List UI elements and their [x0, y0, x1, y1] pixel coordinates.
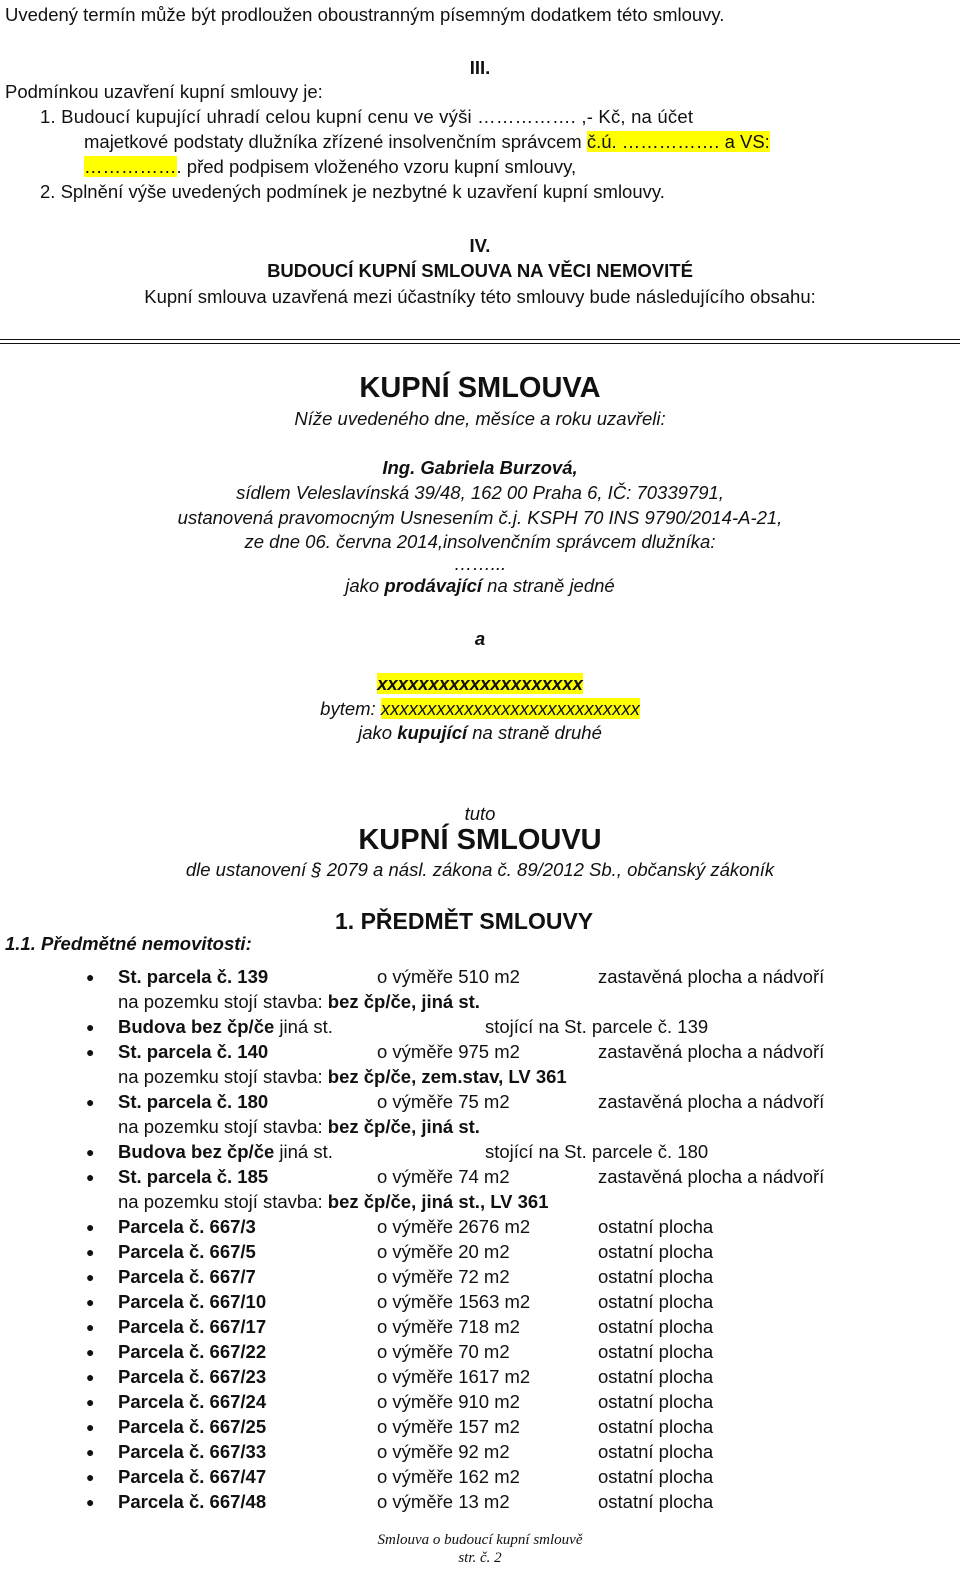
parcel-area: o výměře 910 m2: [377, 1391, 520, 1412]
bullet-icon: ●: [86, 1044, 95, 1060]
parcel-name: Parcela č. 667/47: [118, 1466, 267, 1487]
bullet-icon: ●: [86, 1419, 95, 1435]
bullet-icon: ●: [86, 1144, 95, 1160]
parcel-name: Parcela č. 667/24: [118, 1391, 267, 1412]
bullet-icon: ●: [86, 1019, 95, 1035]
intro-text: Uvedený termín může být prodloužen oboustranným písemným dodatkem této smlouvy.: [5, 4, 725, 25]
parcel-area: o výměře 20 m2: [377, 1241, 510, 1262]
parcel-use: ostatní plocha: [598, 1241, 714, 1262]
parcel-name: Parcela č. 667/23: [118, 1366, 267, 1387]
contract-subtitle: Níže uvedeného dne, měsíce a roku uzavřeli:: [294, 408, 666, 429]
parcel-use: ostatní plocha: [598, 1341, 714, 1362]
parcel-name: Parcela č. 667/10: [118, 1291, 267, 1312]
building-name-type: jiná st.: [274, 1141, 333, 1162]
parcel-area: o výměře 718 m2: [377, 1316, 520, 1337]
parcel-area: o výměře 72 m2: [377, 1266, 510, 1287]
contract-title: KUPNÍ SMLOUVA: [359, 372, 601, 404]
account-number-highlight: č.ú. ……………. a VS:: [586, 131, 770, 152]
parcel-area: o výměře 1563 m2: [377, 1291, 531, 1312]
parcel-area: o výměře 162 m2: [377, 1466, 520, 1487]
bullet-icon: ●: [86, 1319, 95, 1335]
parcel-name: St. parcela č. 185: [118, 1166, 269, 1187]
parcel-name: Parcela č. 667/22: [118, 1341, 267, 1362]
divider-line-2: [0, 343, 960, 344]
footer-page-number: str. č. 2: [458, 1550, 502, 1566]
parcel-area: o výměře 975 m2: [377, 1041, 520, 1062]
contract-title-2: KUPNÍ SMLOUVU: [358, 824, 602, 856]
building-note: [118, 991, 480, 1013]
buyer-role-prefix: jako: [358, 722, 398, 743]
parcel-use: zastavěná plocha a nádvoří: [598, 1041, 825, 1062]
section-4-title: BUDOUCÍ KUPNÍ SMLOUVA NA VĚCI NEMOVITÉ: [267, 260, 693, 281]
parcel-area: o výměře 74 m2: [377, 1166, 510, 1187]
building-location: stojící na St. parcele č. 139: [485, 1016, 709, 1037]
bullet-icon: ●: [86, 1094, 95, 1110]
parcel-name: Parcela č. 667/48: [118, 1491, 267, 1512]
seller-role-prefix: jako: [345, 575, 385, 596]
law-prefix: dle ustanovení: [185, 859, 312, 880]
section-3-heading: III.: [469, 57, 491, 78]
seller-appointment: ustanovená pravomocným Usnesením č.j. KSPH 70 INS 9790/2014-A-21,: [177, 507, 783, 528]
condition-1-line-2: [84, 131, 770, 153]
parcel-use: ostatní plocha: [598, 1366, 714, 1387]
building-note: [118, 1116, 480, 1138]
building-name-type: jiná st.: [274, 1016, 333, 1037]
building-location: stojící na St. parcele č. 180: [485, 1141, 709, 1162]
seller-role: [0, 575, 960, 597]
parcel-name: Parcela č. 667/7: [118, 1266, 256, 1287]
parcel-use: zastavěná plocha a nádvoří: [598, 966, 825, 987]
bullet-icon: ●: [86, 1219, 95, 1235]
parcel-name: St. parcela č. 140: [118, 1041, 269, 1062]
buyer-role-label: kupující: [397, 722, 468, 743]
building-note-label: na pozemku stojí stavba:: [118, 1116, 328, 1137]
building-name-bold: Budova bez čp/če: [118, 1141, 275, 1162]
parcel-use: ostatní plocha: [598, 1291, 714, 1312]
building-note-value: bez čp/če, zem.stav, LV 361: [327, 1066, 567, 1087]
parcel-area: o výměře 2676 m2: [377, 1216, 531, 1237]
condition-1-text-end: . před podpisem vloženého vzoru kupní smlouvy,: [176, 156, 577, 177]
parcel-use: ostatní plocha: [598, 1491, 714, 1512]
parcel-area: o výměře 70 m2: [377, 1341, 510, 1362]
parcel-area: o výměře 75 m2: [377, 1091, 510, 1112]
buyer-name: [0, 673, 960, 695]
buyer-role: [0, 722, 960, 744]
buyer-address-highlight: xxxxxxxxxxxxxxxxxxxxxxxxxxxx: [380, 698, 640, 719]
paragraph-symbol: §: [311, 859, 322, 880]
condition-1-text: majetkové podstaty dlužníka zřízené insolvenčním správcem: [84, 131, 587, 152]
building-note-label: na pozemku stojí stavba:: [118, 1191, 328, 1212]
parcel-area: o výměře 1617 m2: [377, 1366, 531, 1387]
building-note: [118, 1066, 567, 1088]
parcel-name: St. parcela č. 139: [118, 966, 269, 987]
variable-symbol-highlight: ……………: [84, 156, 177, 177]
seller-address: sídlem Veleslavínská 39/48, 162 00 Praha 6, IČ: 70339791,: [236, 482, 724, 503]
parcel-use: ostatní plocha: [598, 1266, 714, 1287]
parcel-use: ostatní plocha: [598, 1216, 714, 1237]
section-4-heading: IV.: [469, 235, 491, 256]
bullet-icon: ●: [86, 1494, 95, 1510]
parcel-area: o výměře 510 m2: [377, 966, 520, 987]
parcel-name: Parcela č. 667/17: [118, 1316, 267, 1337]
building-note-value: bez čp/če, jiná st., LV 361: [327, 1191, 549, 1212]
buyer-address-label: bytem:: [320, 698, 381, 719]
bullet-icon: ●: [86, 1169, 95, 1185]
buyer-role-suffix: na straně druhé: [467, 722, 602, 743]
parcel-use: zastavěná plocha a nádvoří: [598, 1166, 825, 1187]
parcel-use: ostatní plocha: [598, 1316, 714, 1337]
building-name-bold: Budova bez čp/če: [118, 1016, 275, 1037]
debtor-placeholder: ……...: [453, 553, 507, 574]
building-note-value: bez čp/če, jiná st.: [327, 1116, 480, 1137]
section-4-intro: Kupní smlouva uzavřená mezi účastníky této smlouvy bude následujícího obsahu:: [144, 286, 816, 307]
building-name: [118, 1016, 333, 1038]
parcel-use: ostatní plocha: [598, 1441, 714, 1462]
divider-line-1: [0, 339, 960, 340]
bullet-icon: ●: [86, 1244, 95, 1260]
building-note-label: na pozemku stojí stavba:: [118, 1066, 328, 1087]
seller-name: Ing. Gabriela Burzová,: [382, 457, 578, 478]
law-suffix: 2079 a násl. zákona č. 89/2012 Sb., občanský zákoník: [321, 859, 775, 880]
condition-2: 2. Splnění výše uvedených podmínek je nezbytné k uzavření kupní smlouvy.: [40, 181, 665, 202]
parcel-name: Parcela č. 667/25: [118, 1416, 267, 1437]
parcel-name: Parcela č. 667/5: [118, 1241, 256, 1262]
parcel-use: ostatní plocha: [598, 1466, 714, 1487]
law-reference: [0, 859, 960, 881]
article-1-heading: 1. PŘEDMĚT SMLOUVY: [335, 908, 594, 934]
building-name: [118, 1141, 333, 1163]
footer-title: Smlouva o budoucí kupní smlouvě: [377, 1532, 583, 1548]
bullet-icon: ●: [86, 1269, 95, 1285]
article-1-1-subheading: 1.1. Předmětné nemovitosti:: [5, 933, 252, 954]
building-note-label: na pozemku stojí stavba:: [118, 991, 328, 1012]
seller-role-label: prodávající: [384, 575, 483, 596]
bullet-icon: ●: [86, 1444, 95, 1460]
section-3-intro: Podmínkou uzavření kupní smlouvy je:: [5, 81, 323, 102]
parcel-area: o výměře 13 m2: [377, 1491, 510, 1512]
bullet-icon: ●: [86, 1344, 95, 1360]
parcel-name: Parcela č. 667/3: [118, 1216, 256, 1237]
and-connector: a: [474, 628, 486, 649]
parcel-area: o výměře 92 m2: [377, 1441, 510, 1462]
buyer-address: [0, 698, 960, 720]
buyer-name-highlight: xxxxxxxxxxxxxxxxxxxx: [377, 673, 583, 694]
seller-date: ze dne 06. června 2014,insolvenčním správcem dlužníka:: [244, 531, 716, 552]
parcel-use: zastavěná plocha a nádvoří: [598, 1091, 825, 1112]
bullet-icon: ●: [86, 1394, 95, 1410]
parcel-name: St. parcela č. 180: [118, 1091, 269, 1112]
condition-1-line-3: [84, 156, 576, 178]
parcel-use: ostatní plocha: [598, 1391, 714, 1412]
bullet-icon: ●: [86, 1369, 95, 1385]
bullet-icon: ●: [86, 969, 95, 985]
bullet-icon: ●: [86, 1294, 95, 1310]
parcel-use: ostatní plocha: [598, 1416, 714, 1437]
condition-1-line-1: 1. Budoucí kupující uhradí celou kupní cenu ve výši ……………. ,- Kč, na účet: [40, 106, 694, 127]
tuto-word: tuto: [464, 803, 496, 824]
building-note: [118, 1191, 549, 1213]
bullet-icon: ●: [86, 1469, 95, 1485]
seller-role-suffix: na straně jedné: [482, 575, 615, 596]
parcel-area: o výměře 157 m2: [377, 1416, 520, 1437]
building-note-value: bez čp/če, jiná st.: [327, 991, 480, 1012]
parcel-name: Parcela č. 667/33: [118, 1441, 267, 1462]
